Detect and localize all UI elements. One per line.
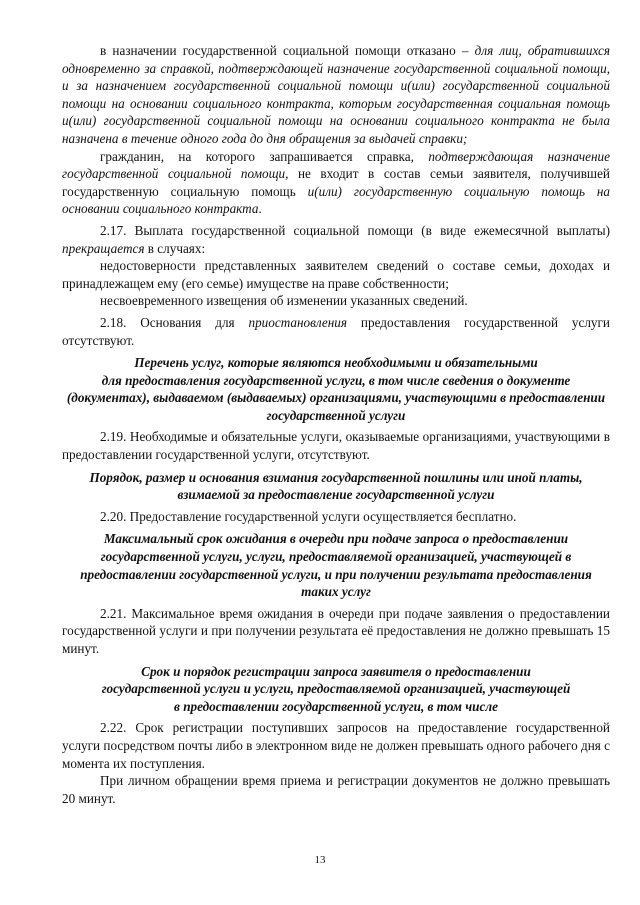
heading-queue-time-text: Максимальный срок ожидания в очереди при подаче запроса о предоставлении государственной услуги, услуги, предоставляемой организацией, участвующей в предоставлении государственной услуги, и при получении результата предоставления таких услуг: [80, 531, 592, 600]
paragraph-2-22: 2.22. Срок регистрации поступивших запросов на предоставление государственной услуги посредством почты либо в электронном виде не должен превышать одного рабочего дня с момента их поступления.: [62, 720, 610, 771]
paragraph-late-notice: несвоевременного извещения об изменении указанных сведений.: [100, 293, 468, 309]
paragraph-unreliable-info: недостоверности представленных заявителем сведений о составе семьи, доходах и принадлежащем ему (его семье) имуществе на праве собственности;: [62, 258, 610, 291]
heading-state-fee-text: Порядок, размер и основания взимания государственной пошлины или иной платы, взимаемой за предоставление государственной услуги: [89, 469, 583, 503]
paragraph-2-17-text-a: 2.17. Выплата государственной социальной помощи (в виде ежемесячной выплаты): [100, 222, 610, 238]
paragraph-citizen-italic-d: и(или) государственную социальную помощь на основании социального контракта: [62, 183, 611, 217]
paragraph-refusal-italic: для лиц, обратившихся одновременно за справкой, подтверждающей назначение государственной социальной помощи, и за назначением государственной социальной помощи и(или) государственной социальной помощи на основании социального контракта, которым государственная социальная помощь и(или) государственной социальной помощи на основании социального контракта не была назначена в течение одного года до дня обращения за выдачей справки;: [62, 43, 610, 146]
heading-registration: [62, 663, 610, 716]
paragraph-refusal: [62, 42, 610, 148]
page-number: 13: [314, 854, 326, 866]
heading-required-services-line2: для предоставления государственной услуги, в том числе сведения о документе (документах), выдаваемом (выдаваемых) организациями, участвующими в предоставлении государственной услуги: [66, 372, 606, 423]
heading-required-services: [62, 354, 610, 424]
paragraph-2-21: 2.21. Максимальное время ожидания в очереди при подаче заявления о предоставлении государственной услуги и при получении результата её предоставления не должно превышать 15 минут.: [62, 605, 610, 656]
paragraph-citizen-text-e: .: [258, 201, 262, 217]
paragraph-2-19: 2.19. Необходимые и обязательные услуги, оказываемые организациями, участвующими в предоставлении государственной услуги, отсутствуют.: [62, 429, 610, 463]
heading-required-services-line1: Перечень услуг, которые являются необходимыми и обязательными: [134, 355, 538, 371]
paragraph-citizen: [62, 148, 610, 218]
heading-registration-line3: в предоставлении государственной услуги, в том числе: [174, 698, 498, 714]
heading-registration-line1: Срок и порядок регистрации запроса заявителя о предоставлении: [141, 663, 531, 679]
paragraph-citizen-italic-b: подтверждающая назначение государственной социальной помощи,: [62, 148, 611, 182]
paragraph-2-18-italic: приостановления: [248, 314, 348, 330]
paragraph-citizen-text-a: гражданин, на которого запрашивается справка,: [100, 148, 429, 164]
paragraph-refusal-text: в назначении государственной социальной помощи отказано –: [100, 43, 475, 58]
heading-queue-time: [62, 530, 610, 600]
heading-registration-line2: государственной услуги и услуги, предоставляемой организацией, участвующей: [101, 681, 571, 697]
paragraph-personal-visit: При личном обращении время приема и регистрации документов не должно превышать 20 минут.: [62, 773, 610, 806]
paragraph-2-18-text-a: 2.18. Основания для: [100, 314, 249, 330]
paragraph-2-17-italic: прекращается: [62, 240, 145, 256]
paragraph-2-18-text-c: предоставления государственной услуги отсутствуют.: [62, 314, 610, 348]
paragraph-2-20: 2.20. Предоставление государственной услуги осуществляется бесплатно.: [100, 508, 517, 524]
paragraph-citizen-text-c: не входит в состав семьи заявителя, получившей государственную социальную помощь: [62, 166, 610, 199]
paragraph-2-18: [62, 314, 610, 349]
heading-state-fee: [62, 469, 610, 504]
paragraph-2-17-text-c: в случаях:: [144, 240, 206, 256]
paragraph-2-17: [62, 222, 610, 257]
